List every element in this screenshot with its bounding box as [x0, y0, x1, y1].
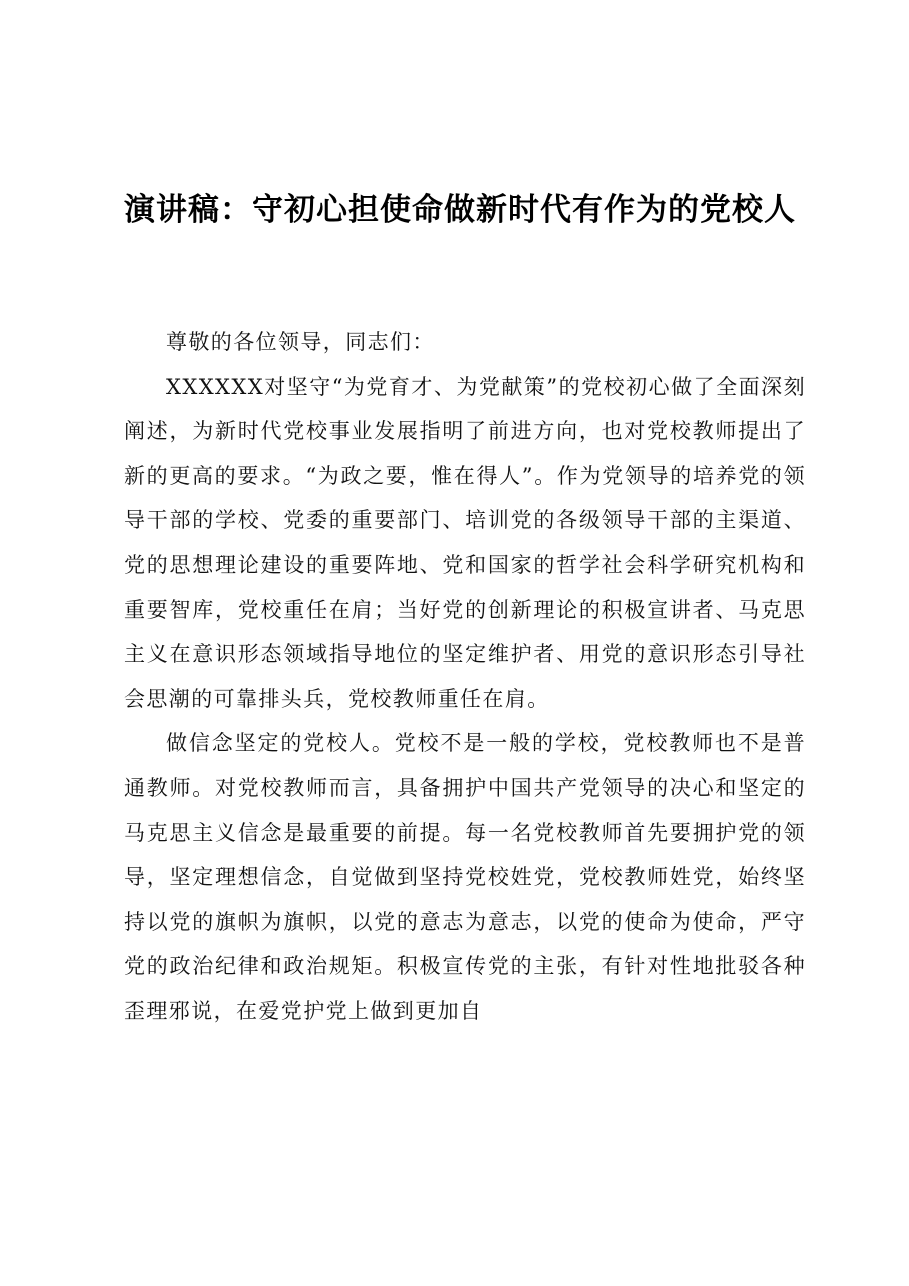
document-body — [124, 320, 806, 1034]
paragraph-firm-belief: 做信念坚定的党校人。党校不是一般的学校，党校教师也不是普通教师。对党校教师而言，具备拥护中国共产党领导的决心和坚定的马克思主义信念是最重要的前提。每一名党校教师首先要拥护党的领导，坚定理想信念，自觉做到坚持党校姓党，党校教师姓党，始终坚持以党的旗帜为旗帜，以党的意志为意志，以党的使命为使命，严守党的政治纪律和政治规矩。积极宣传党的主张，有针对性地批驳各种歪理邪说，在爱党护党上做到更加自 — [124, 731, 806, 1023]
paragraph-introduction: XXXXXX对坚守“为党育才、为党献策”的党校初心做了全面深刻阐述，为新时代党校事业发展指明了前进方向，也对党校教师提出了新的更高的要求。“为政之要，惟在得人”。作为党领导的培养党的领导干部的学校、党委的重要部门、培训党的各级领导干部的主渠道、党的思想理论建设的重要阵地、党和国家的哲学社会科学研究机构和重要智库，党校重任在肩；当好党的创新理论的积极宣讲者、马克思主义在意识形态领域指导地位的坚定维护者、用党的意识形态引导社会思潮的可靠排头兵，党校教师重任在肩。 — [124, 374, 806, 711]
paragraph-salutation: 尊敬的各位领导，同志们： — [166, 330, 435, 354]
document-title: 演讲稿：守初心担使命做新时代有作为的党校人 — [124, 192, 796, 228]
